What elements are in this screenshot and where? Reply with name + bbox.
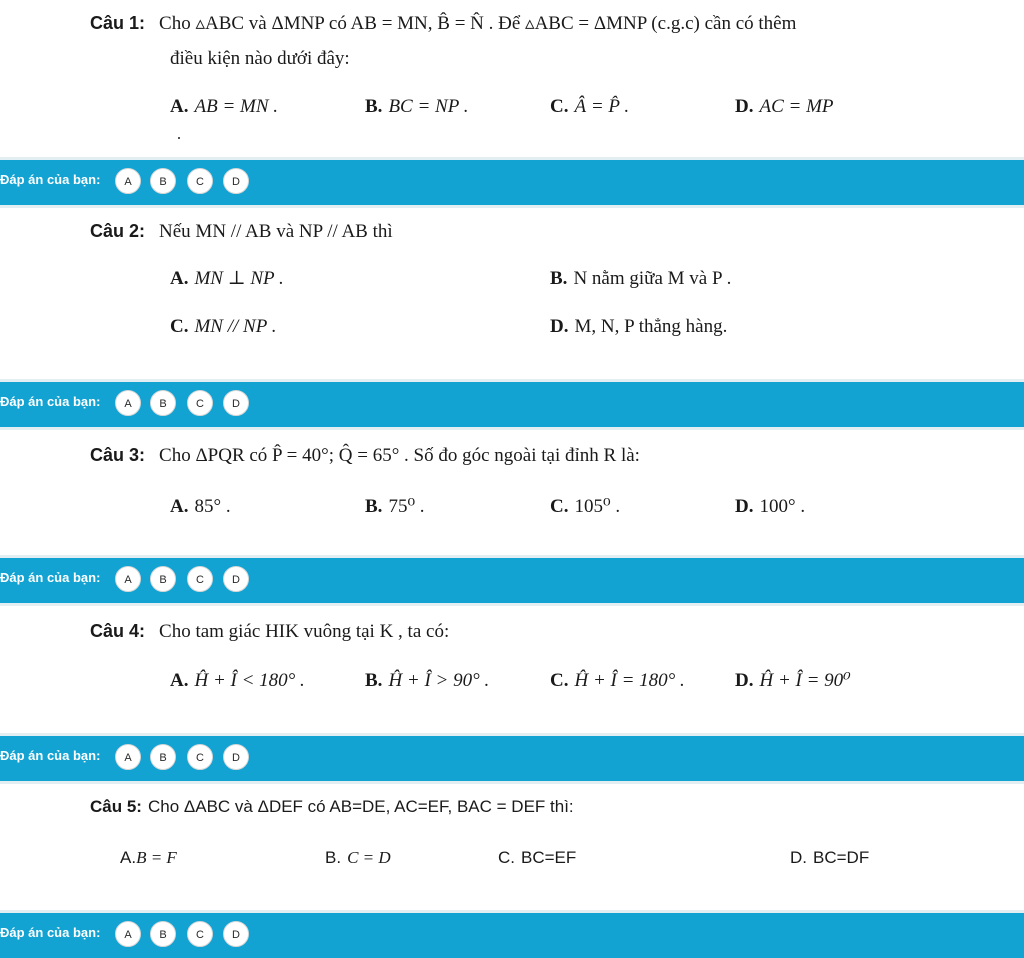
choice-b-button[interactable]: B (150, 921, 176, 947)
q5-option-d: D. BC=DF (790, 848, 870, 867)
q3-option-c: C. 105⁰ . (550, 496, 621, 517)
choice-a-button[interactable]: A (115, 168, 141, 194)
choice-a-button[interactable]: A (115, 566, 141, 592)
q2-option-a: A. MN ⊥ NP . (170, 268, 284, 289)
answer-bar-2 (0, 379, 1024, 430)
q5-option-c: C. BC=EF (498, 848, 577, 867)
question-4-label: Câu 4: (90, 621, 146, 641)
q2-option-c: C. MN // NP . (170, 316, 277, 337)
choice-a-button[interactable]: A (115, 744, 141, 770)
q4-option-c: C. Ĥ + Î = 180° . (550, 670, 685, 691)
answer-bar-4 (0, 733, 1024, 784)
q4-option-d: D. Ĥ + Î = 90⁰ (735, 670, 851, 691)
answer-bar-label: Đáp án của bạn: (0, 925, 101, 940)
choice-b-button[interactable]: B (150, 566, 176, 592)
q1-option-c: C. Â = P̂ . (550, 96, 630, 117)
question-2-text: Câu 2: Nếu MN // AB và NP // AB thì (90, 221, 393, 242)
stray-dot (178, 137, 180, 139)
answer-bar-5 (0, 910, 1024, 958)
choice-c-button[interactable]: C (187, 744, 213, 770)
q4-option-b: B. Ĥ + Î > 90° . (365, 670, 490, 691)
choice-c-button[interactable]: C (187, 390, 213, 416)
q3-option-b: B. 75⁰ . (365, 496, 425, 517)
choice-d-button[interactable]: D (223, 921, 249, 947)
choice-d-button[interactable]: D (223, 566, 249, 592)
question-1-text: Câu 1: Cho ▵ABC và ΔMNP có AB = MN, B̂ = N̂ . Để ▵ABC = ΔMNP (c.g.c) cần có thêm (90, 13, 797, 34)
answer-bar-1 (0, 157, 1024, 208)
choice-b-button[interactable]: B (150, 390, 176, 416)
q1-option-d: D. AC = MP (735, 96, 834, 117)
choice-b-button[interactable]: B (150, 168, 176, 194)
q4-option-a: A. Ĥ + Î < 180° . (170, 670, 305, 691)
q1-option-b: B. BC = NP . (365, 96, 469, 117)
answer-bar-label: Đáp án của bạn: (0, 172, 101, 187)
question-4-text: Câu 4: Cho tam giác HIK vuông tại K , ta có: (90, 621, 450, 642)
answer-bar-3 (0, 555, 1024, 606)
q2-option-d: D. M, N, P thẳng hàng. (550, 316, 728, 337)
answer-bar-label: Đáp án của bạn: (0, 570, 101, 585)
q5-option-b: B. C = D (325, 848, 391, 867)
answer-bar-label: Đáp án của bạn: (0, 394, 101, 409)
q3-option-a: A. 85° . (170, 496, 231, 517)
answer-bar-label: Đáp án của bạn: (0, 748, 101, 763)
q3-option-d: D. 100° . (735, 496, 806, 517)
choice-a-button[interactable]: A (115, 390, 141, 416)
question-3-text: Câu 3: Cho ΔPQR có P̂ = 40°; Q̂ = 65° . Số đo góc ngoài tại đỉnh R là: (90, 445, 640, 466)
q2-option-b: B. N nằm giữa M và P . (550, 268, 732, 289)
choice-d-button[interactable]: D (223, 744, 249, 770)
choice-b-button[interactable]: B (150, 744, 176, 770)
q5-option-a: A.B = F (120, 848, 177, 867)
question-2-label: Câu 2: (90, 221, 146, 241)
choice-c-button[interactable]: C (187, 921, 213, 947)
choice-a-button[interactable]: A (115, 921, 141, 947)
question-5-text: Câu 5: Cho ΔABC và ΔDEF có AB=DE, AC=EF, BAC = DEF thì: (90, 797, 574, 816)
choice-d-button[interactable]: D (223, 390, 249, 416)
question-1-label: Câu 1: (90, 13, 146, 33)
question-3-label: Câu 3: (90, 445, 146, 465)
q1-option-a: A. AB = MN . (170, 96, 279, 117)
choice-c-button[interactable]: C (187, 168, 213, 194)
question-1-text-line2: điều kiện nào dưới đây: (170, 48, 350, 69)
question-5-label: Câu 5: (90, 797, 142, 816)
choice-c-button[interactable]: C (187, 566, 213, 592)
choice-d-button[interactable]: D (223, 168, 249, 194)
